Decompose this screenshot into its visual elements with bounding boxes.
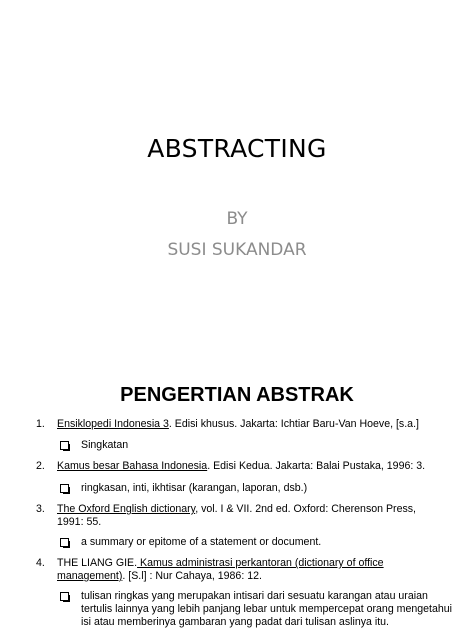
bullet-text: Singkatan bbox=[81, 439, 129, 451]
citation-detail: , vol. I & VII. 2nd ed. Oxford: Cherenson Press, 1991: 55. bbox=[57, 503, 416, 528]
bullet-text: tulisan ringkas yang merupakan intisari dari sesuatu karangan atau uraian tertulis lainnya yang lebih panjang lebar untuk mempercepat orang mengetahui isi atau memberinya gambaran yang padat dari tulisan aslinya itu. bbox=[81, 590, 453, 628]
citation-title: Ensiklopedi Indonesia 3 bbox=[57, 418, 169, 430]
citation-detail: . Edisi khusus. Jakarta: Ichtiar Baru-Van Hoeve, [s.a.] bbox=[168, 418, 419, 430]
item-number: 1. bbox=[36, 418, 45, 430]
by-label: BY bbox=[226, 209, 248, 229]
citation-detail: . [S.l] : Nur Cahaya, 1986: 12. bbox=[122, 570, 262, 582]
citation-detail: . Edisi Kedua. Jakarta: Balai Pustaka, 1996: 3. bbox=[207, 460, 426, 472]
item-number: 3. bbox=[36, 503, 45, 515]
item-citation bbox=[57, 418, 437, 431]
citation-title: Kamus administrasi perkantoran (dictionary of office management) bbox=[57, 557, 384, 582]
bullet-text: ringkasan, inti, ikhtisar (karangan, laporan, dsb.) bbox=[81, 482, 308, 494]
item-citation bbox=[57, 557, 387, 583]
citation-title: Kamus besar Bahasa Indonesia bbox=[57, 460, 208, 472]
citation-author: THE LIANG GIE. bbox=[57, 557, 138, 569]
checkbox-bullet-icon bbox=[60, 484, 69, 493]
item-number: 2. bbox=[36, 460, 45, 472]
checkbox-bullet-icon bbox=[60, 441, 69, 450]
item-number: 4. bbox=[36, 557, 45, 569]
checkbox-bullet-icon bbox=[60, 592, 69, 601]
checkbox-bullet-icon bbox=[60, 538, 69, 547]
citation-title: The Oxford English dictionary bbox=[57, 503, 196, 515]
author-name: SUSI SUKANDAR bbox=[167, 240, 307, 260]
item-citation bbox=[57, 460, 437, 473]
slide-title: ABSTRACTING bbox=[147, 134, 327, 163]
definition-slide bbox=[0, 316, 474, 632]
bullet-text: a summary or epitome of a statement or document. bbox=[81, 536, 322, 548]
item-citation bbox=[57, 503, 427, 529]
section-heading: PENGERTIAN ABSTRAK bbox=[120, 384, 354, 406]
